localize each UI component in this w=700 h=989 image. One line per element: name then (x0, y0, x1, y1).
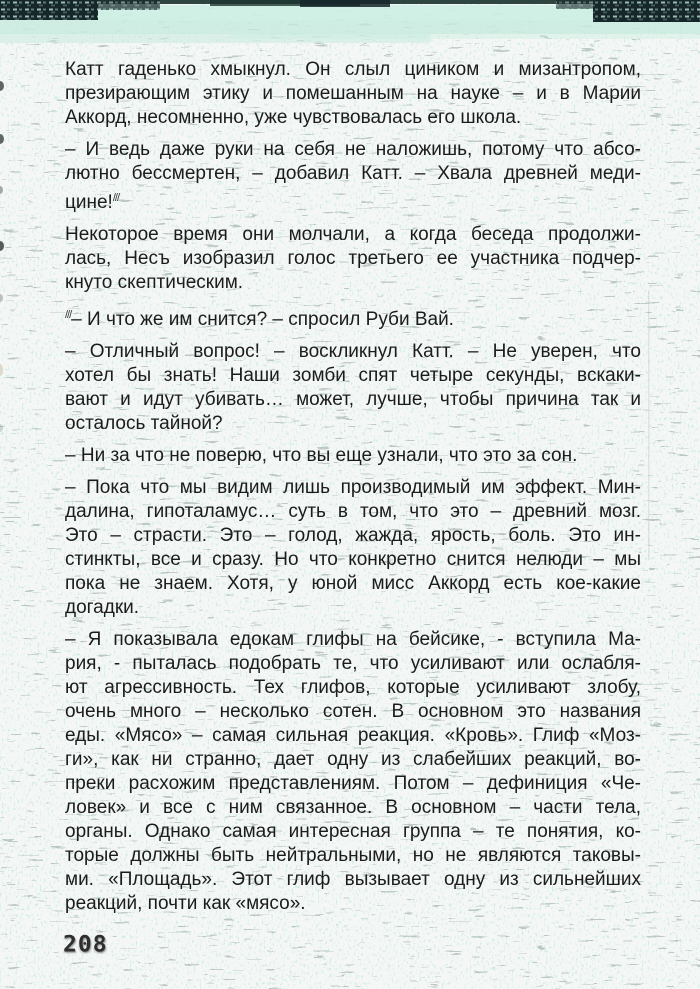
text-line: хотел бы знать! Наши зомби спят четыре секунды, вскаки- (65, 365, 641, 386)
text-line: Это – страсти. Это – голод, жажда, ярость, боль. Это ин- (65, 525, 641, 546)
highlight-marker: /// (112, 192, 120, 204)
text-line: Аккорд, несомненно, уже чувствовалась его школа. (65, 107, 522, 128)
page-number: 208 (63, 932, 108, 958)
text-line: ги», как ни странно, дает одну из слабейших реакций, во- (65, 749, 641, 770)
text-line: ловек» и все с ним связанное. В основном – части тела, (65, 797, 641, 818)
text-line: кнуто скептическим. (65, 272, 244, 293)
paragraph (65, 340, 641, 436)
text-line: стинкты, все и сразу. Но что конкретно снится нелюди – мы (65, 549, 641, 570)
text-line: – Я показывала едокам глифы на бейсике, - вступила Ма- (65, 629, 641, 650)
text-line: рия, - пыталась подобрать те, что усиливают или ослабля- (65, 653, 641, 674)
text-line: органы. Однако самая интересная группа – те понятия, ко- (65, 821, 641, 842)
text-line: лютно бессмертен, – добавил Катт. – Хвала древней меди- (65, 163, 641, 184)
text-line: осталось тайной? (65, 413, 223, 434)
text-line: еды. «Мясо» – самая сильная реакция. «Кровь». Глиф «Моз- (65, 725, 641, 746)
paragraph (65, 444, 641, 468)
text-line: презирающим этику и помешанным на науке – и в Марии (65, 83, 641, 104)
paragraph (65, 58, 641, 130)
paragraph (65, 628, 641, 916)
paragraph (65, 303, 641, 332)
text-line: реакций, почти как «мясо». (65, 893, 306, 914)
text-line: ют агрессивность. Тех глифов, которые усиливают злобу, (65, 677, 641, 698)
text-line: ///– И что же им снится? – спросил Руби Вай. (65, 309, 454, 330)
text-line: – Ни за что не поверю, что вы еще узнали, что это за сон. (65, 445, 578, 466)
text-line: Некоторое время они молчали, а когда беседа продолжи- (65, 224, 641, 245)
text-line: далина, гипоталамус… суть в том, что это – древний мозг. (65, 501, 641, 522)
text-line: лась, Несъ изобразил голос третьего ее участника подчер- (65, 248, 641, 269)
text-line: торые должны быть нейтральными, но не являются таковы- (65, 845, 641, 866)
text-line: догадки. (65, 597, 140, 618)
paragraph (65, 138, 641, 215)
text-line: очень много – несколько сотен. В основном это названия (65, 701, 641, 722)
paragraph (65, 476, 641, 620)
highlight-marker: /// (65, 309, 72, 321)
text-line: – Отличный вопрос! – воскликнул Катт. – Не уверен, что (65, 341, 641, 362)
text-line: Катт гаденько хмыкнул. Он слыл циником и мизантропом, (65, 59, 641, 80)
text-line: – Пока что мы видим лишь производимый им эффект. Мин- (65, 477, 641, 498)
text-line: – И ведь даже руки на себя не наложишь, потому что абсо- (65, 139, 641, 160)
text-line: преки расхожим представлениям. Потом – дефиниция «Че- (65, 773, 641, 794)
page-text (65, 58, 641, 916)
text-line: цине!/// (65, 192, 120, 213)
text-line: вают и идут убивать… может, лучше, чтобы причина так и (65, 389, 641, 410)
text-line: пока не знаем. Хотя, у юной мисс Аккорд есть кое-какие (65, 573, 641, 594)
text-line: ми. «Площадь». Этот глиф вызывает одну из сильнейших (65, 869, 641, 890)
paragraph (65, 223, 641, 295)
